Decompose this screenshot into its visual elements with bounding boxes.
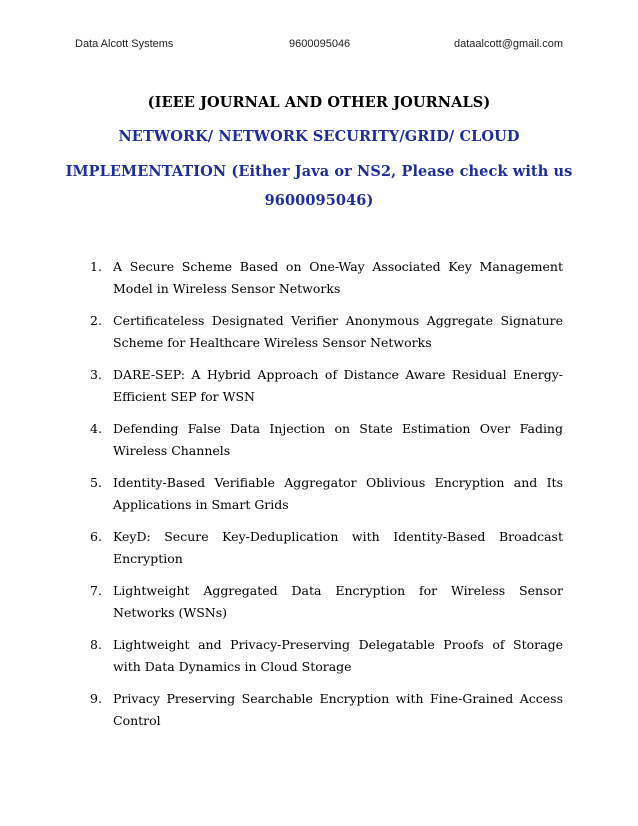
list-item-text: Lightweight Aggregated Data Encryption for Wireless Sensor Networks (WSNs) (113, 583, 563, 620)
list-item-number: 2. (90, 313, 102, 328)
list-item-text: KeyD: Secure Key-Deduplication with Identity-Based Broadcast Encryption (113, 529, 563, 566)
header-email: dataalcott@gmail.com (454, 38, 563, 50)
header-phone: 9600095046 (289, 38, 351, 50)
list-item-text: Privacy Preserving Searchable Encryption with Fine-Grained Access Control (113, 691, 563, 728)
list-item (90, 472, 563, 516)
list-item (90, 418, 563, 462)
list-item-number: 5. (90, 475, 102, 490)
header-company: Data Alcott Systems (75, 38, 174, 50)
journal-heading: (IEEE JOURNAL AND OTHER JOURNALS) (147, 94, 491, 111)
implementation-heading: IMPLEMENTATION (Either Java or NS2, Please check with us (65, 163, 573, 180)
list-item-number: 6. (90, 529, 102, 544)
list-item (90, 256, 563, 300)
topic-heading: NETWORK/ NETWORK SECURITY/GRID/ CLOUD (118, 128, 520, 145)
list-item (90, 688, 563, 732)
list-item (90, 580, 563, 624)
project-list (90, 256, 563, 742)
implementation-heading-phone: 9600095046) (264, 192, 374, 209)
list-item-text: A Secure Scheme Based on One-Way Associated Key Management Model in Wireless Sensor Networks (113, 259, 563, 296)
list-item (90, 634, 563, 678)
list-item-text: Identity-Based Verifiable Aggregator Oblivious Encryption and Its Applications in Smart Grids (113, 475, 563, 512)
page-header (75, 38, 563, 54)
list-item-number: 7. (90, 583, 102, 598)
list-item (90, 364, 563, 408)
list-item-text: DARE-SEP: A Hybrid Approach of Distance Aware Residual Energy-Efficient SEP for WSN (113, 367, 563, 404)
list-item-text: Certificateless Designated Verifier Anonymous Aggregate Signature Scheme for Healthcare Wireless Sensor Networks (113, 313, 563, 350)
list-item-number: 4. (90, 421, 102, 436)
list-item-number: 8. (90, 637, 102, 652)
list-item (90, 310, 563, 354)
list-item-number: 9. (90, 691, 102, 706)
list-item-text: Defending False Data Injection on State Estimation Over Fading Wireless Channels (113, 421, 563, 458)
list-item-number: 1. (90, 259, 102, 274)
list-item-number: 3. (90, 367, 102, 382)
list-item-text: Lightweight and Privacy-Preserving Delegatable Proofs of Storage with Data Dynamics in Cloud Storage (113, 637, 563, 674)
list-item (90, 526, 563, 570)
